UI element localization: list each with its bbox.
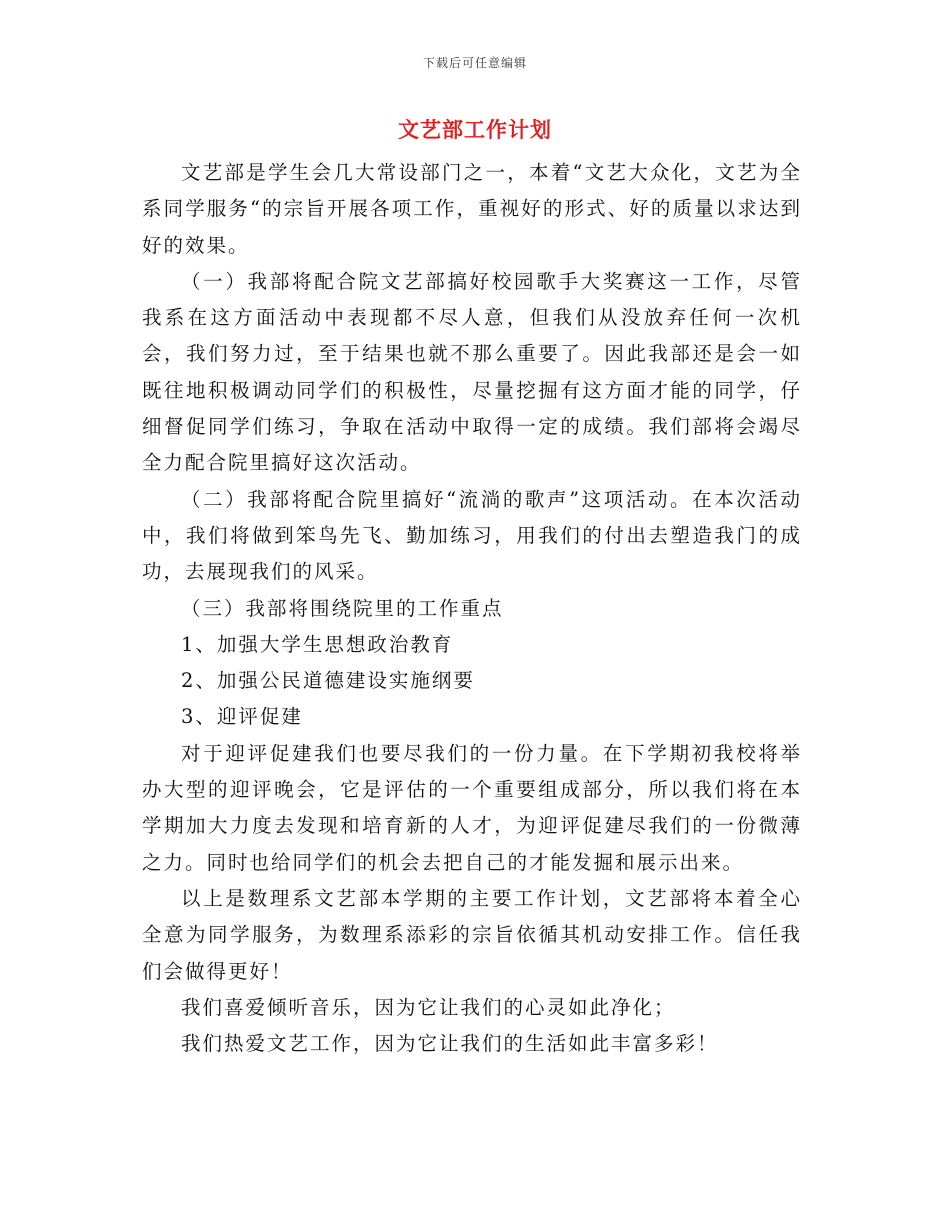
paragraph-intro: 文艺部是学生会几大常设部门之一，本着“文艺大众化，文艺为全系同学服务“的宗旨开展各项工作，重视好的形式、好的质量以求达到好的效果。: [142, 161, 802, 257]
closing-line-2: 我们热爱文艺工作，因为它让我们的生活如此丰富多彩！: [181, 1032, 719, 1056]
header-note: 下载后可任意编辑: [422, 56, 527, 70]
closing-line-1: 我们喜爱倾听音乐，因为它让我们的心灵如此净化；: [181, 995, 676, 1019]
document-body: [142, 155, 802, 1062]
paragraph-evaluation: 对于迎评促建我们也要尽我们的一份力量。在下学期初我校将举办大型的迎评晚会，它是评估的一个重要组成部分，所以我们将在本学期加大力度去发现和培育新的人才，为迎评促建尽我们的一份微薄之力。同时也给同学们的机会去把自己的才能发掘和展示出来。: [142, 741, 802, 874]
paragraph-section-2: （二）我部将配合院里搞好“流淌的歌声”这项活动。在本次活动中，我们将做到笨鸟先飞、勤加练习，用我们的付出去塑造我门的成功，去展现我们的风采。: [142, 487, 802, 584]
list-item-2: 2、加强公民道德建设实施纲要: [181, 669, 475, 693]
document-title: 文艺部工作计划: [398, 117, 552, 142]
list-item-3: 3、迎评促建: [181, 705, 303, 729]
list-item-1: 1、加强大学生思想政治教育: [181, 632, 454, 656]
paragraph-summary: 以上是数理系文艺部本学期的主要工作计划，文艺部将本着全心全意为同学服务，为数理系添彩的宗旨依循其机动安排工作。信任我们会做得更好！: [142, 886, 802, 983]
paragraph-section-1: （一）我部将配合院文艺部搞好校园歌手大奖赛这一工作，尽管我系在这方面活动中表现都不尽人意，但我们从没放弃任何一次机会，我们努力过，至于结果也就不那么重要了。因此我部还是会一如既往地积极调动同学们的积极性，尽量挖掘有这方面才能的同学，仔细督促同学们练习，争取在活动中取得一定的成绩。我们部将会竭尽全力配合院里搞好这次活动。: [142, 269, 802, 475]
paragraph-section-3: （三）我部将围绕院里的工作重点: [181, 596, 504, 620]
